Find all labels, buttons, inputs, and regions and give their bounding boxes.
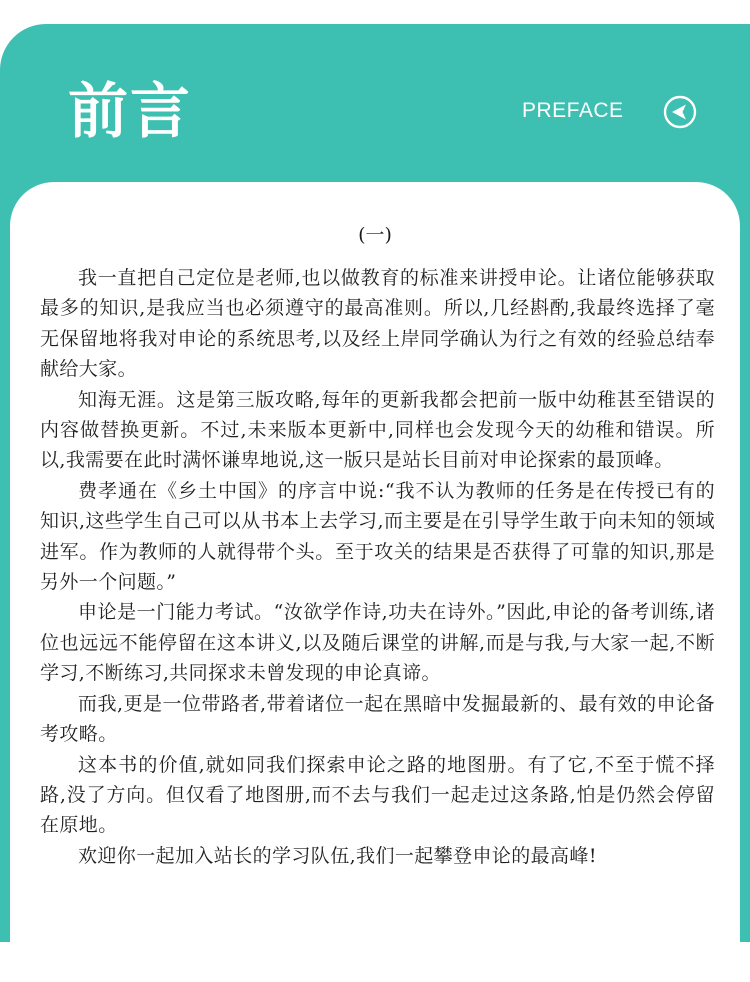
paragraph: 费孝通在《乡土中国》的序言中说:“我不认为教师的任务是在传授已有的知识,这些学生自己可以从书本上去学习,而主要是在引导学生敢于向未知的领域进军。作为教师的人就得带个头。至于攻关的结果是否获得了可靠的知识,那是另外一个问题。” <box>40 479 715 594</box>
section-heading: (一) <box>358 224 392 246</box>
circle-arrow-left-icon <box>663 95 697 129</box>
paragraph: 欢迎你一起加入站长的学习队伍,我们一起攀登申论的最高峰! <box>78 844 597 867</box>
page-subtitle: PREFACE <box>522 99 624 122</box>
preface-body <box>40 263 715 871</box>
paragraph: 而我,更是一位带路者,带着诸位一起在黑暗中发掘最新的、最有效的申论备考攻略。 <box>40 692 715 746</box>
paragraph: 我一直把自己定位是老师,也以做教育的标准来讲授申论。让诸位能够获取最多的知识,是我应当也必须遵守的最高准则。所以,几经斟酌,我最终选择了毫无保留地将我对申论的系统思考,以及经上岸同学确认为行之有效的经验总结奉献给大家。 <box>40 267 715 381</box>
back-button[interactable] <box>663 95 697 129</box>
paragraph: 这本书的价值,就如同我们探索申论之路的地图册。有了它,不至于慌不择路,没了方向。但仅看了地图册,而不去与我们一起走过这条路,怕是仍然会停留在原地。 <box>40 753 715 837</box>
paragraph: 知海无涯。这是第三版攻略,每年的更新我都会把前一版中幼稚甚至错误的内容做替换更新。不过,未来版本更新中,同样也会发现今天的幼稚和错误。所以,我需要在此时满怀谦卑地说,这一版只是站长目前对申论探索的最顶峰。 <box>40 388 715 472</box>
paragraph: 申论是一门能力考试。“汝欲学作诗,功夫在诗外。”因此,申论的备考训练,诸位也远远不能停留在这本讲义,以及随后课堂的讲解,而是与我,与大家一起,不断学习,不断练习,共同探求未曾发现的申论真谛。 <box>40 601 715 685</box>
page-title: 前言 <box>68 77 192 147</box>
